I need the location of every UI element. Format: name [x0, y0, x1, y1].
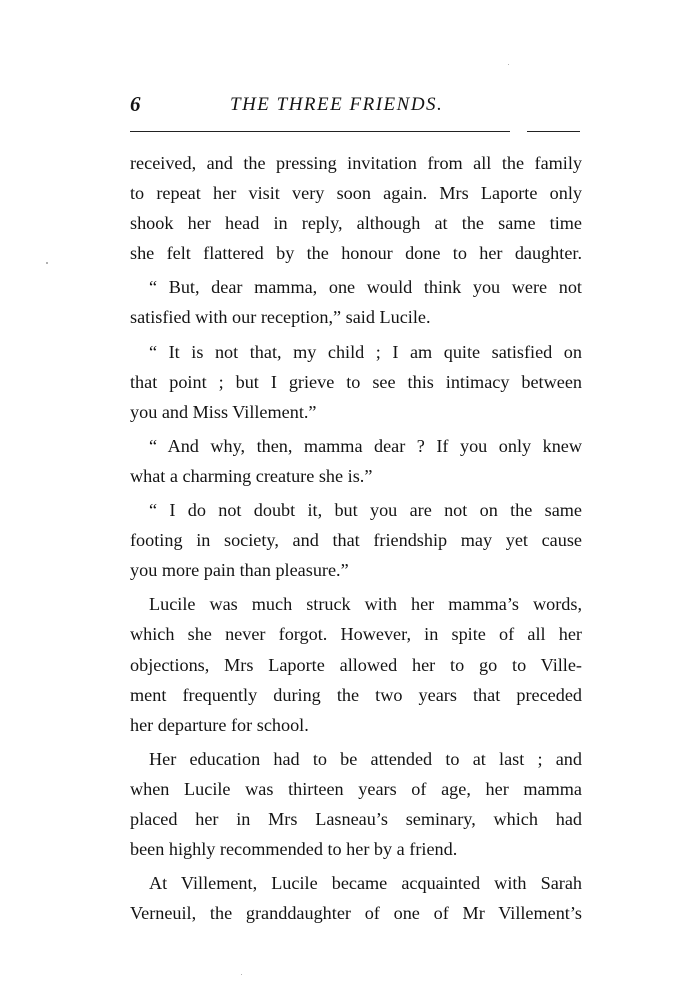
text-line: to repeat her visit very soon again. Mrs Laporte only: [130, 183, 582, 204]
text-line: “ It is not that, my child ; I am quite satisfied on: [149, 341, 582, 362]
text-line: what a charming creature she is.”: [130, 465, 373, 486]
text-line: objections, Mrs Laporte allowed her to go to Ville-: [130, 654, 582, 675]
text-line: her departure for school.: [130, 714, 309, 735]
text-line: received, and the pressing invitation from all the family: [130, 153, 582, 173]
text-line: when Lucile was thirteen years of age, her mamma: [130, 778, 582, 799]
text-line: placed her in Mrs Lasneau’s seminary, which had: [130, 808, 582, 829]
text-line: you more pain than pleasure.”: [130, 560, 349, 581]
text-line: “ I do not doubt it, but you are not on the same: [149, 500, 582, 521]
page-header: [130, 92, 582, 124]
text-line: satisfied with our reception,” said Lucile.: [130, 307, 431, 328]
text-line: she felt flattered by the honour done to her daughter.: [130, 243, 582, 264]
paper-speck: [46, 262, 48, 264]
text-line: ment frequently during the two years that preceded: [130, 684, 582, 705]
text-line: footing in society, and that friendship may yet cause: [130, 530, 582, 551]
paper-speck: [241, 974, 242, 975]
page-number: 6: [130, 92, 141, 116]
text-line: At Villement, Lucile became acquainted with Sarah: [149, 873, 582, 894]
text-line: shook her head in reply, although at the same time: [130, 213, 582, 234]
text-line: which she never forgot. However, in spite of all her: [130, 624, 582, 645]
text-line: Lucile was much struck with her mamma’s words,: [149, 594, 582, 615]
body-text: [130, 148, 582, 928]
text-line: Verneuil, the granddaughter of one of Mr Villement’s: [130, 903, 582, 924]
header-rule: [130, 131, 510, 132]
text-line: you and Miss Villement.”: [130, 401, 317, 422]
header-rule-short: [527, 131, 580, 132]
text-line: been highly recommended to her by a friend.: [130, 839, 458, 860]
text-line: “ But, dear mamma, one would think you were not: [149, 277, 582, 298]
paper-speck: [508, 64, 509, 65]
text-line: “ And why, then, mamma dear ? If you only knew: [149, 435, 582, 456]
text-line: that point ; but I grieve to see this intimacy between: [130, 371, 582, 392]
running-title: THE THREE FRIENDS.: [230, 94, 444, 115]
text-line: Her education had to be attended to at last ; and: [149, 748, 582, 769]
